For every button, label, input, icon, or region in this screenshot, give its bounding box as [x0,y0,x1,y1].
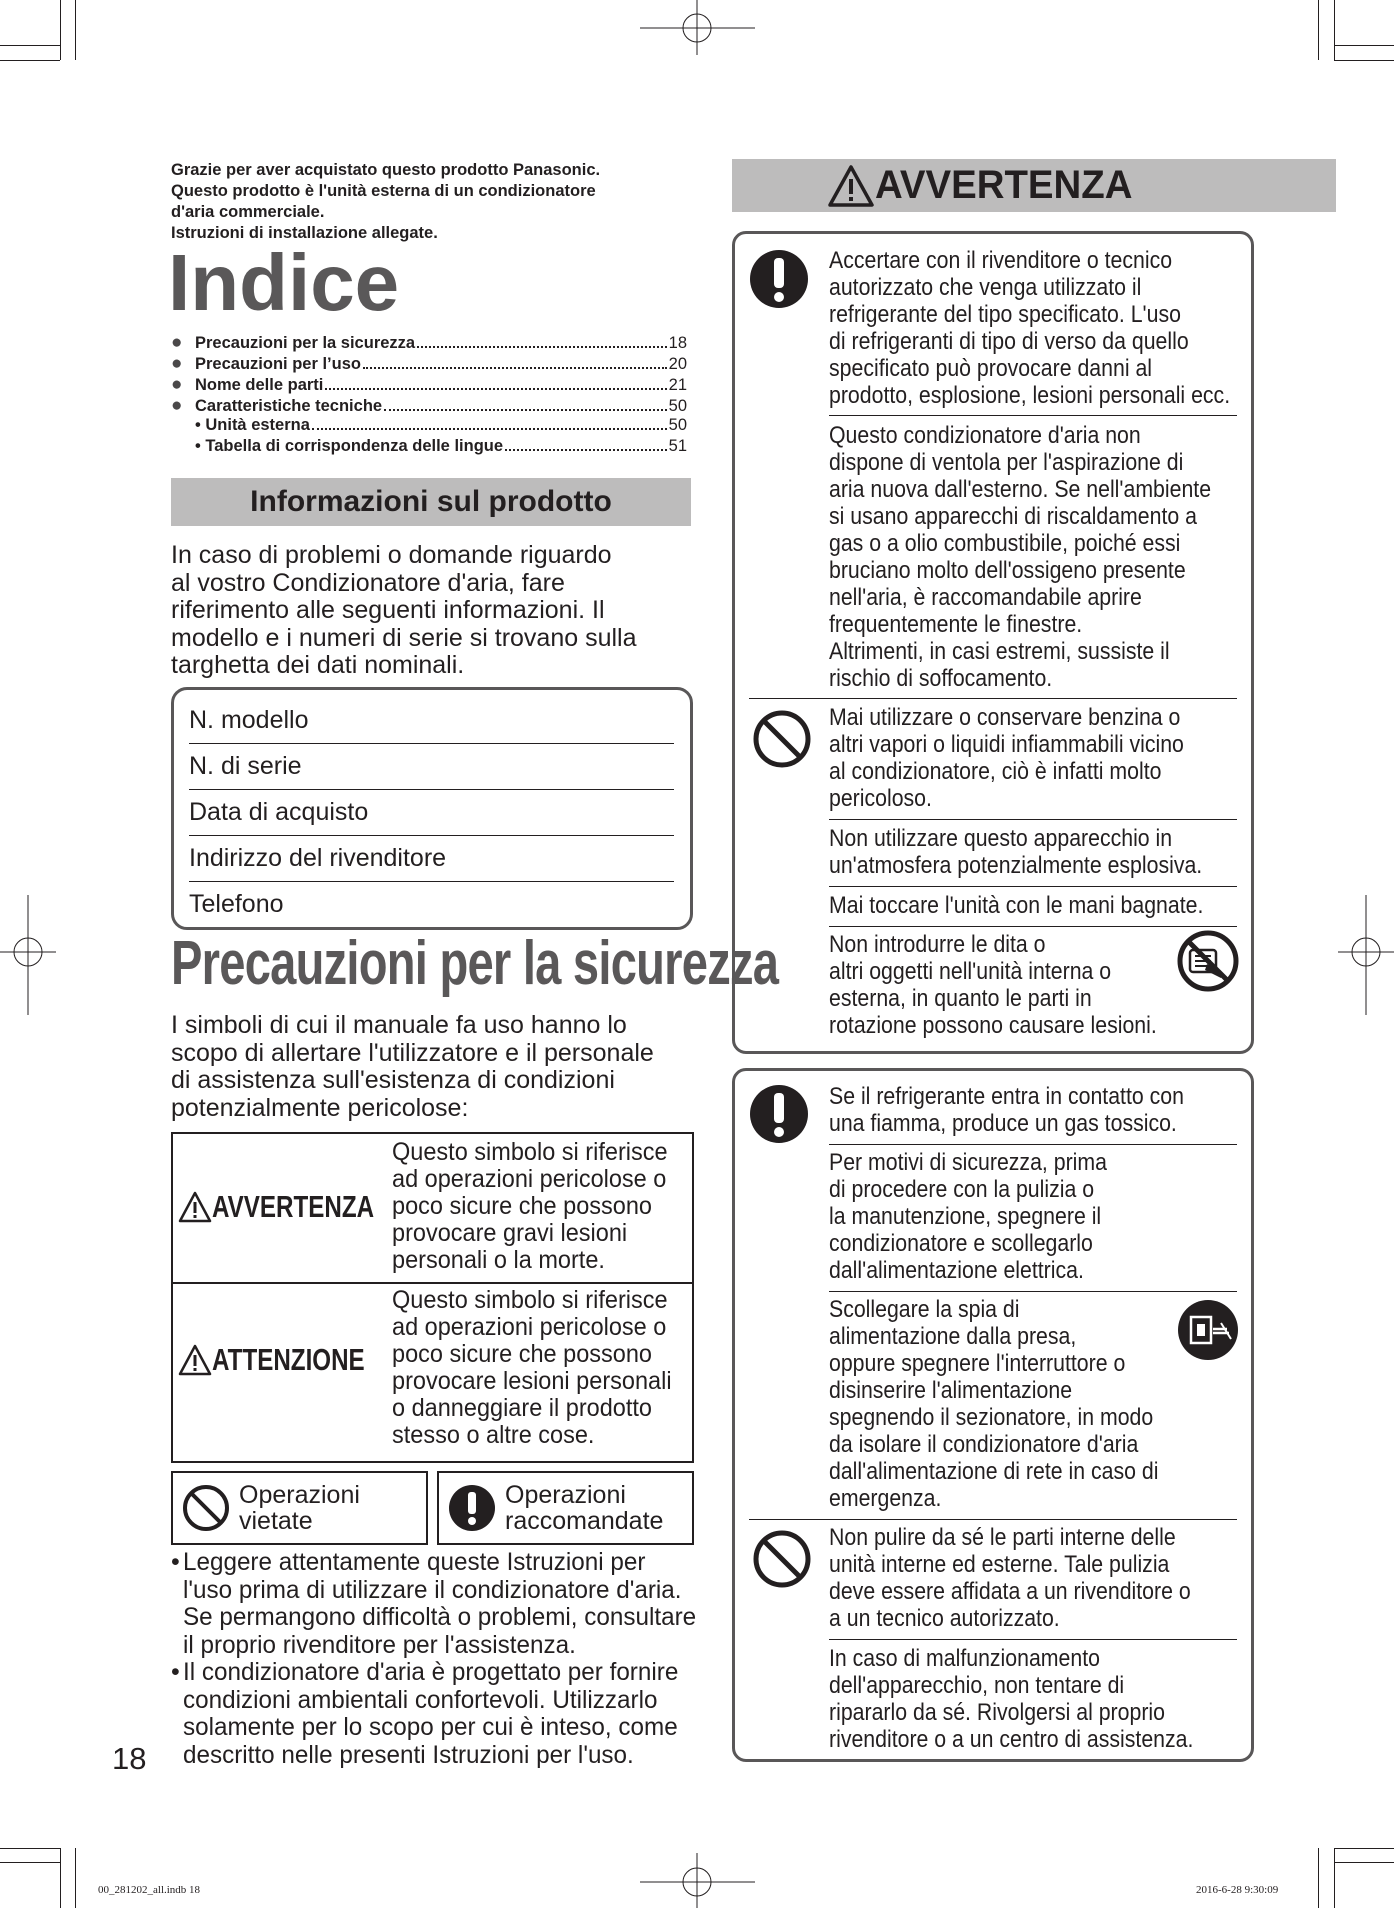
toc-page: 21 [668,376,687,394]
footer-file-info: 00_281202_all.indb 18 [98,1884,201,1896]
registration-mark-right [1334,895,1394,1015]
warning-text-block: Non utilizzare questo apparecchio in un'atmosfera potenzialmente esplosiva. [829,825,1203,879]
recommended-operations-box: Operazioni raccomandate [437,1471,694,1545]
warning-description: Questo simbolo si riferisce ad operazioni pericolose o poco sicure che possono provocare gravi lesioni personali o la morte. [392,1138,668,1274]
warning-text-block: Accertare con il rivenditore o tecnico autorizzato che venga utilizzato il refrigerante del tipo specificato. L'uso di refrigeranti di tipo di verso da quello specificato può provocare danni al prodotto, esplosione, lesioni personali ecc. [829,247,1231,409]
warning-text-block: Per motivi di sicurezza, prima di procedere con la pulizia o la manutenzione, spegnere il condizionatore e scollegarlo dall'alimentazione elettrica. [829,1149,1107,1284]
warning-text-block: Scollegare la spia di alimentazione dalla presa, oppure spegnere l'interruttore o disinserire l'alimentazione spegnendo il sezionatore, in modo da isolare il condizionatore d'aria dall'alimentazione di rete in caso di emergenza. [829,1296,1159,1512]
registration-mark-left [0,895,60,1015]
page-number: 18 [112,1741,147,1776]
bullet-icon: ● [171,332,183,353]
prohibited-operations-box: Operazioni vietate [171,1471,428,1545]
toc-page: 18 [668,334,687,352]
warning-text-block: Non introdurre le dita o altri oggetti nell'unità interna o esterna, in quanto le parti in rotazione possono causare lesioni. [829,931,1157,1039]
intro-text [171,160,691,244]
warning-triangle-icon [178,1344,212,1376]
field-purchase-date[interactable]: Data di acquisto [189,798,369,826]
toc-page: 20 [668,355,687,373]
product-info-text: In caso di problemi o domande riguardo al vostro Condizionatore d'aria, fare riferimento alle seguenti informazioni. Il modello e i numeri di serie si trovano sulla targhetta dei dati nominali. [171,541,637,679]
warning-triangle-icon [827,164,875,208]
toc-item[interactable] [171,416,687,437]
symbols-table [171,1132,694,1463]
warning-text-block: Questo condizionatore d'aria non dispone di ventola per l'aspirazione di aria nuova dall'esterno. Se nell'ambiente si usano apparecchi di riscaldamento a gas o a olio combustibile, poiché essi bruciano molto dell'ossigeno presente nell'aria, è raccomandabile aprire frequentemente le finestre. Altrimenti, in casi estremi, sussiste il rischio di soffocamento. [829,422,1212,692]
toc-page: 50 [668,397,687,415]
toc-page: 51 [668,437,687,455]
warning-panel-2 [732,1068,1254,1762]
footer-timestamp: 2016-6-28 9:30:09 [1196,1884,1279,1896]
field-phone[interactable]: Telefono [189,890,284,918]
field-serial-number[interactable]: N. di serie [189,752,302,780]
toc-label: Precauzioni per la sicurezza [195,334,416,352]
table-of-contents [171,332,687,458]
field-dealer-address[interactable]: Indirizzo del rivenditore [189,844,447,872]
safety-bullets [171,1549,711,1769]
product-info-form [171,687,693,930]
warning-heading: AVVERTENZA [875,163,1133,207]
warning-text-block: In caso di malfunzionamento dell'apparecchio, non tentare di ripararlo da sé. Rivolgersi al proprio rivenditore o a un centro di assistenza. [829,1645,1194,1753]
exclamation-icon [749,1084,809,1144]
bullet-icon: ● [171,353,183,374]
bullet-icon: ● [171,374,183,395]
safety-intro: I simboli di cui il manuale fa uso hanno lo scopo di allertare l'utilizzatore e il personale di assistenza sull'esistenza di condizioni potenzialmente pericolose: [171,1011,654,1122]
exclamation-icon [447,1483,497,1533]
toc-item[interactable] [171,332,687,353]
intro-line: Questo prodotto è l'unità esterna di un condizionatore [171,182,596,200]
registration-mark-top [640,0,755,60]
warning-panel-1 [732,231,1254,1054]
toc-item[interactable] [171,374,687,395]
toc-label: Caratteristiche tecniche [195,397,383,415]
warning-text-block: Mai utilizzare o conservare benzina o altri vapori o liquidi infiammabili vicino al condizionatore, ciò è infatti molto pericoloso. [829,704,1184,812]
intro-line: d'aria commerciale. [171,203,325,221]
warning-label: AVVERTENZA [178,1189,420,1225]
warning-heading-bar [732,159,1336,212]
toc-item[interactable] [171,395,687,416]
list-item: • Leggere attentamente queste Istruzioni per l'uso prima di utilizzare il condizionatore d'aria. Se permangono difficoltà o problemi, consultare il proprio rivenditore per l'assistenza. [171,1549,711,1659]
toc-label: Precauzioni per l’uso [195,355,361,373]
intro-line: Istruzioni di installazione allegate. [171,224,438,242]
toc-label: Nome delle parti [195,376,324,394]
caution-label: ATTENZIONE [178,1342,408,1378]
toc-page: 50 [668,416,687,434]
exclamation-icon [749,249,809,309]
product-info-heading: Informazioni sul prodotto [171,478,691,526]
unplug-icon [1177,1299,1239,1361]
warning-text-block: Mai toccare l'unità con le mani bagnate. [829,892,1204,919]
list-item: • Il condizionatore d'aria è progettato per fornire condizioni ambientali confortevoli. Utilizzarlo solamente per lo scopo per cui è inteso, come descritto nelle presenti Istruzioni per l'uso. [171,1659,711,1769]
toc-item[interactable] [171,353,687,374]
warning-text-block: Non pulire da sé le parti interne delle unità interne ed esterne. Tale pulizia deve essere affidata a un rivenditore o a un tecnico autorizzato. [829,1524,1191,1632]
toc-label: • Unità esterna [195,416,310,434]
intro-line: Grazie per aver acquistato questo prodotto Panasonic. [171,161,601,179]
warning-text-block: Se il refrigerante entra in contatto con una fiamma, produce un gas tossico. [829,1083,1184,1137]
index-title: Indice [168,238,400,327]
registration-mark-bottom [640,1848,755,1908]
prohibited-icon [181,1483,231,1533]
field-model-number[interactable]: N. modello [189,706,309,734]
prohibited-icon [752,1529,812,1589]
caution-description: Questo simbolo si riferisce ad operazioni pericolose o poco sicure che possono provocare lesioni personali o danneggiare il prodotto stesso o altre cose. [392,1286,672,1449]
toc-label: • Tabella di corrispondenza delle lingue [195,437,504,455]
no-fingers-fan-icon [1177,930,1239,992]
warning-triangle-icon [178,1191,212,1223]
prohibited-icon [752,709,812,769]
safety-title: Precauzioni per la sicurezza [171,929,779,998]
toc-item[interactable] [171,437,687,458]
bullet-icon: ● [171,395,183,416]
